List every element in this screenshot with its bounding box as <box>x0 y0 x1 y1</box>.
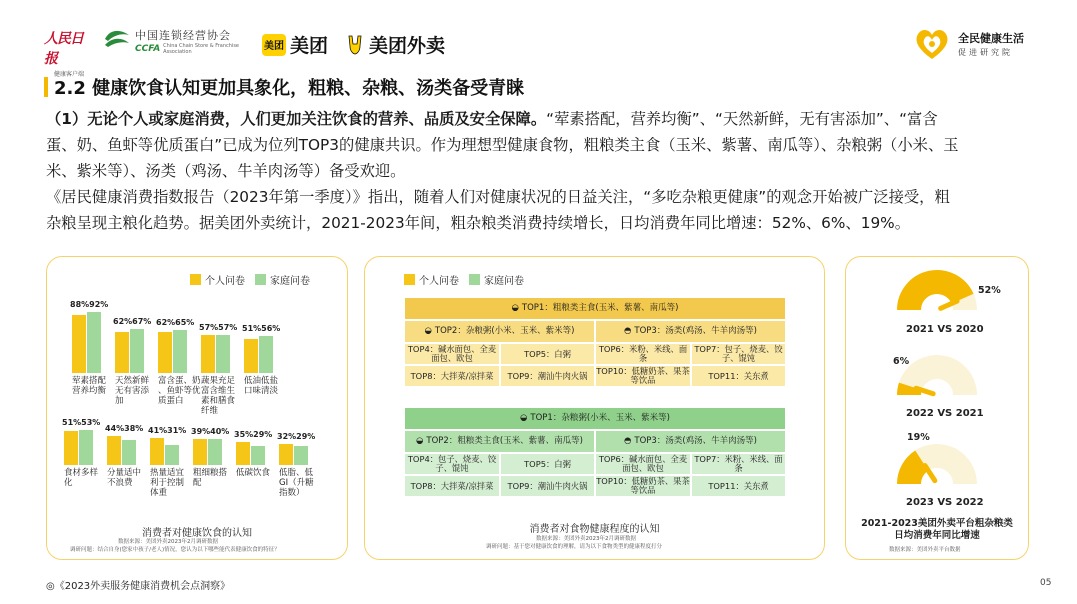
mid-chart-source-2: 调研问题：基于您对健康饮食的理解，请为以下食物类型的健康程度打分 <box>486 544 663 550</box>
category-label-9 <box>236 468 270 478</box>
category-label-line: 化 <box>64 478 73 488</box>
family-top11: TOP11：关东煮 <box>691 475 786 497</box>
legend-family-label: 家庭问卷 <box>270 276 310 287</box>
legend-family-swatch <box>469 274 480 285</box>
category-label-2 <box>158 376 201 406</box>
category-label-line: 富含蛋、奶 <box>158 376 201 386</box>
legend-family <box>255 272 310 287</box>
bar-personal-3 <box>201 335 215 373</box>
bar-family-2 <box>173 330 187 373</box>
category-label-line: 不浪费 <box>107 478 133 488</box>
bar-personal-1 <box>115 332 129 373</box>
personal-top4: TOP4：碱水面包、全麦面包、欧包 <box>404 343 500 365</box>
bar-personal-0 <box>72 315 86 373</box>
bowl-icon: ◒ <box>416 436 424 446</box>
category-label-10 <box>279 468 314 498</box>
bowl-icon: ◒ <box>424 326 432 336</box>
bar-value-label-0: 88%92% <box>70 300 109 309</box>
bar-value-label-2: 62%65% <box>156 318 195 327</box>
category-label-line: 低碳饮食 <box>236 468 271 478</box>
bar-family-8 <box>208 439 222 465</box>
paragraph-2-line-1: 《居民健康消费指数报告（2023年第一季度）》指出，随着人们对健康状况的日益关注，“多吃杂粮更健康”的观念开始被广泛接受，粗 <box>46 188 950 206</box>
category-label-5 <box>64 468 98 488</box>
bowl-icon: ◒ <box>511 303 519 313</box>
ccfa-abbr: CCFA <box>135 44 161 54</box>
paragraph-1-lead: （1）无论个人或家庭消费，人们更加关注饮食的营养、品质及安全保障。 <box>46 110 547 128</box>
gauge-1-label: 2021 VS 2020 <box>906 324 984 335</box>
section-title <box>44 76 524 98</box>
category-label-line: GI（升糖 <box>279 478 314 488</box>
personal-top1: TOP1：粗粮类主食(玉米、紫薯、南瓜等) <box>521 303 679 313</box>
mid-chart-legend <box>404 272 534 287</box>
mid-chart-caption: 消费者对食物健康程度的认知 <box>529 524 660 535</box>
bar-family-9 <box>251 446 265 465</box>
personal-row-4-7 <box>404 343 786 365</box>
personal-top11: TOP11：关东煮 <box>691 365 786 387</box>
category-label-line: 素和膳食 <box>201 396 236 406</box>
meituan-waimai-name: 美团外卖 <box>369 35 446 57</box>
qm-title: 全民健康生活 <box>958 32 1024 45</box>
paragraph-1-line-1 <box>46 106 959 132</box>
family-top1-cell <box>404 407 786 430</box>
family-top2-cell <box>404 430 595 453</box>
category-label-7 <box>150 468 184 498</box>
category-label-line: 营养均衡 <box>72 386 107 396</box>
page-number: 05 <box>1040 578 1052 588</box>
category-label-line: 纤维 <box>201 406 219 416</box>
paragraph-1-line-3: 米、紫米等）、汤类（鸡汤、牛羊肉汤等）备受欢迎。 <box>46 162 406 180</box>
bar-value-label-5: 51%53% <box>62 418 101 427</box>
personal-top2: TOP2：杂粮粥(小米、玉米、紫米等) <box>434 326 575 336</box>
category-label-line: 口味清淡 <box>244 386 279 396</box>
top-bar <box>0 0 1077 78</box>
family-top3-cell <box>595 430 786 453</box>
meituan-name: 美团 <box>290 35 329 57</box>
family-top4: TOP4：包子、烧麦、饺子、馄饨 <box>404 453 500 475</box>
family-top1-row <box>404 407 786 430</box>
bar-value-label-4: 51%56% <box>242 324 281 333</box>
family-row-8-11 <box>404 475 786 497</box>
soup-icon: ◓ <box>624 326 632 336</box>
personal-top10: TOP10：低糖奶茶、果茶等饮品 <box>596 366 690 385</box>
legend-personal <box>190 272 245 287</box>
personal-ranking-table <box>404 297 786 387</box>
personal-row-8-11 <box>404 365 786 387</box>
category-label-line: 天然新鲜 <box>115 376 150 386</box>
legend-personal-swatch <box>190 274 201 285</box>
bar-personal-7 <box>150 438 164 465</box>
meituan-waimai-logo <box>345 31 445 58</box>
right-chart-source: 数据来源：美团外卖平台数据 <box>889 547 961 553</box>
family-top8: TOP8：大拌菜/凉拌菜 <box>404 475 500 497</box>
ccfa-logo <box>102 27 252 55</box>
bar-value-label-3: 57%57% <box>199 323 238 332</box>
soup-icon: ◓ <box>624 436 632 446</box>
peoples-daily-calligraphy: 人民日报 <box>44 31 83 67</box>
peoples-daily-logo <box>44 28 94 78</box>
ccfa-leaf-icon <box>102 27 132 55</box>
mid-chart-source-1: 数据来源：美团外卖2023年2月调研数据 <box>536 536 636 542</box>
bar-family-6 <box>122 440 136 465</box>
right-caption-line-2: 日均消费年同比增速 <box>894 530 980 541</box>
legend-family-swatch <box>255 274 266 285</box>
meituan-logo <box>262 31 328 58</box>
bar-family-1 <box>130 329 144 373</box>
bar-value-label-7: 41%31% <box>148 426 187 435</box>
bar-personal-9 <box>236 442 250 465</box>
section-title-text: 2.2 健康饮食认知更加具象化，粗粮、杂粮、汤类备受青睐 <box>54 78 525 99</box>
gauge-1-value: 52% <box>978 285 1001 296</box>
personal-top1-row <box>404 297 786 320</box>
category-label-line: 配 <box>193 478 202 488</box>
category-label-0 <box>72 376 106 396</box>
family-ranking-table <box>404 407 786 497</box>
category-label-line: 、鱼虾等优 <box>158 386 201 396</box>
bar-value-label-9: 35%29% <box>234 430 273 439</box>
bar-family-4 <box>259 336 273 373</box>
category-label-line: 低脂、低 <box>279 468 314 478</box>
family-top6: TOP6：碱水面包、全麦面包、欧包 <box>595 453 691 475</box>
bar-family-10 <box>294 446 308 465</box>
category-label-4 <box>244 376 278 396</box>
personal-top3: TOP3：汤类(鸡汤、牛羊肉汤等) <box>634 326 757 336</box>
paragraph-2 <box>46 184 950 236</box>
category-label-line: 分量适中 <box>107 468 142 478</box>
right-chart-caption <box>845 518 1029 542</box>
category-label-line: 低油低盐 <box>244 376 279 386</box>
bar-family-7 <box>165 445 179 465</box>
family-top2: TOP2：粗粮类主食(玉米、紫薯、南瓜等) <box>426 436 583 446</box>
qm-health-logo <box>912 27 1024 61</box>
category-label-line: 粗细粮搭 <box>193 468 228 478</box>
footer-report-title: ◎《2023外卖服务健康消费机会点洞察》 <box>46 581 231 592</box>
personal-top2-3-row <box>404 320 786 343</box>
family-top9: TOP9：潮汕牛肉火锅 <box>500 475 595 497</box>
kangaroo-icon <box>345 34 365 56</box>
bar-family-0 <box>87 312 101 373</box>
category-label-line: 富含维生 <box>201 386 236 396</box>
bar-value-label-6: 44%38% <box>105 424 144 433</box>
meituan-box: 美团 <box>262 34 286 56</box>
paragraph-2-line-2: 杂粮呈现主粮化趋势。据美团外卖统计，2021-2023年间，粗杂粮类消费持续增长，日均消费年同比增速：52%、6%、19%。 <box>46 214 911 232</box>
category-label-line: 蔬果充足 <box>201 376 236 386</box>
left-chart-legend <box>190 272 320 287</box>
bowl-icon: ◒ <box>520 413 528 423</box>
bar-value-label-1: 62%67% <box>113 317 152 326</box>
left-chart-source-1: 数据来源：美团外卖2023年2月调研数据 <box>118 539 218 545</box>
family-top10: TOP10：低糖奶茶、果茶等饮品 <box>596 476 690 495</box>
category-label-line: 加 <box>115 396 124 406</box>
legend-family-label: 家庭问卷 <box>484 276 524 287</box>
personal-top9: TOP9：潮汕牛肉火锅 <box>500 365 595 387</box>
left-chart-caption: 消费者对健康饮食的认知 <box>142 528 252 539</box>
category-label-3 <box>201 376 235 416</box>
gauge-3-value: 19% <box>907 432 930 443</box>
bar-personal-5 <box>64 431 78 465</box>
peoples-daily-sub: 健康客户端 <box>53 71 84 78</box>
legend-personal-label: 个人问卷 <box>419 276 459 287</box>
bar-family-5 <box>79 430 93 465</box>
bar-value-label-8: 39%40% <box>191 427 230 436</box>
left-chart-source-2: 调研问题：结合自身(您家中孩子/老人)情况，您认为以下哪些能代表健康饮食的特征？ <box>70 547 280 553</box>
bar-personal-6 <box>107 436 121 465</box>
family-top2-3-row <box>404 430 786 453</box>
family-row-4-7 <box>404 453 786 475</box>
category-label-1 <box>115 376 149 406</box>
personal-top6: TOP6：米粉、米线、面条 <box>595 343 691 365</box>
qm-subtitle: 促进研究院 <box>958 48 1013 57</box>
paragraph-1 <box>46 106 959 184</box>
gauge-2-value: 6% <box>893 356 910 367</box>
bar-family-3 <box>216 335 230 373</box>
family-top3: TOP3：汤类(鸡汤、牛羊肉汤等) <box>634 436 757 446</box>
personal-top5: TOP5：白粥 <box>500 343 595 365</box>
heart-icon <box>912 27 952 61</box>
category-label-line: 利于控制 <box>150 478 185 488</box>
title-accent-bar <box>44 77 48 97</box>
personal-top2-cell <box>404 320 595 343</box>
gauge-2-label: 2022 VS 2021 <box>906 408 984 419</box>
bar-personal-4 <box>244 339 258 373</box>
bar-personal-2 <box>158 332 172 373</box>
bar-personal-10 <box>279 444 293 465</box>
bar-personal-8 <box>193 439 207 465</box>
paragraph-1-line-1-rest: “荤素搭配，营养均衡”、“天然新鲜，无有害添加”、“富含 <box>546 110 938 128</box>
category-label-8 <box>193 468 227 488</box>
legend-personal-label: 个人问卷 <box>205 276 245 287</box>
category-label-line: 热量适宜 <box>150 468 185 478</box>
category-label-line: 无有害添 <box>115 386 150 396</box>
personal-top8: TOP8：大拌菜/凉拌菜 <box>404 365 500 387</box>
category-label-6 <box>107 468 141 488</box>
ccfa-name-cn: 中国连锁经营协会 <box>135 29 231 42</box>
family-top7: TOP7：米粉、米线、面条 <box>691 453 786 475</box>
category-label-line: 质蛋白 <box>158 396 184 406</box>
gauge-3-label: 2023 VS 2022 <box>906 497 984 508</box>
bar-value-label-10: 32%29% <box>277 432 316 441</box>
category-label-line: 指数） <box>279 488 305 498</box>
personal-top3-cell <box>595 320 786 343</box>
family-top1: TOP1：杂粮粥(小米、玉米、紫米等) <box>530 413 670 423</box>
family-top5: TOP5：白粥 <box>500 453 595 475</box>
legend-personal <box>404 272 459 287</box>
personal-top7: TOP7：包子、烧麦、饺子、馄饨 <box>691 343 786 365</box>
paragraph-1-line-2: 蛋、奶、鱼虾等优质蛋白”已成为位列TOP3的健康共识。作为理想型健康食物，粗粮类主食（玉米、紫薯、南瓜等）、杂粮粥（小米、玉 <box>46 136 959 154</box>
ccfa-name-en: China Chain Store & Franchise Association <box>163 43 239 55</box>
category-label-line: 食材多样 <box>64 468 99 478</box>
right-caption-line-1: 2021-2023美团外卖平台粗杂粮类 <box>861 518 1013 529</box>
personal-top1-cell <box>404 297 786 320</box>
legend-family <box>469 272 524 287</box>
category-label-line: 体重 <box>150 488 168 498</box>
category-label-line: 荤素搭配 <box>72 376 107 386</box>
legend-personal-swatch <box>404 274 415 285</box>
